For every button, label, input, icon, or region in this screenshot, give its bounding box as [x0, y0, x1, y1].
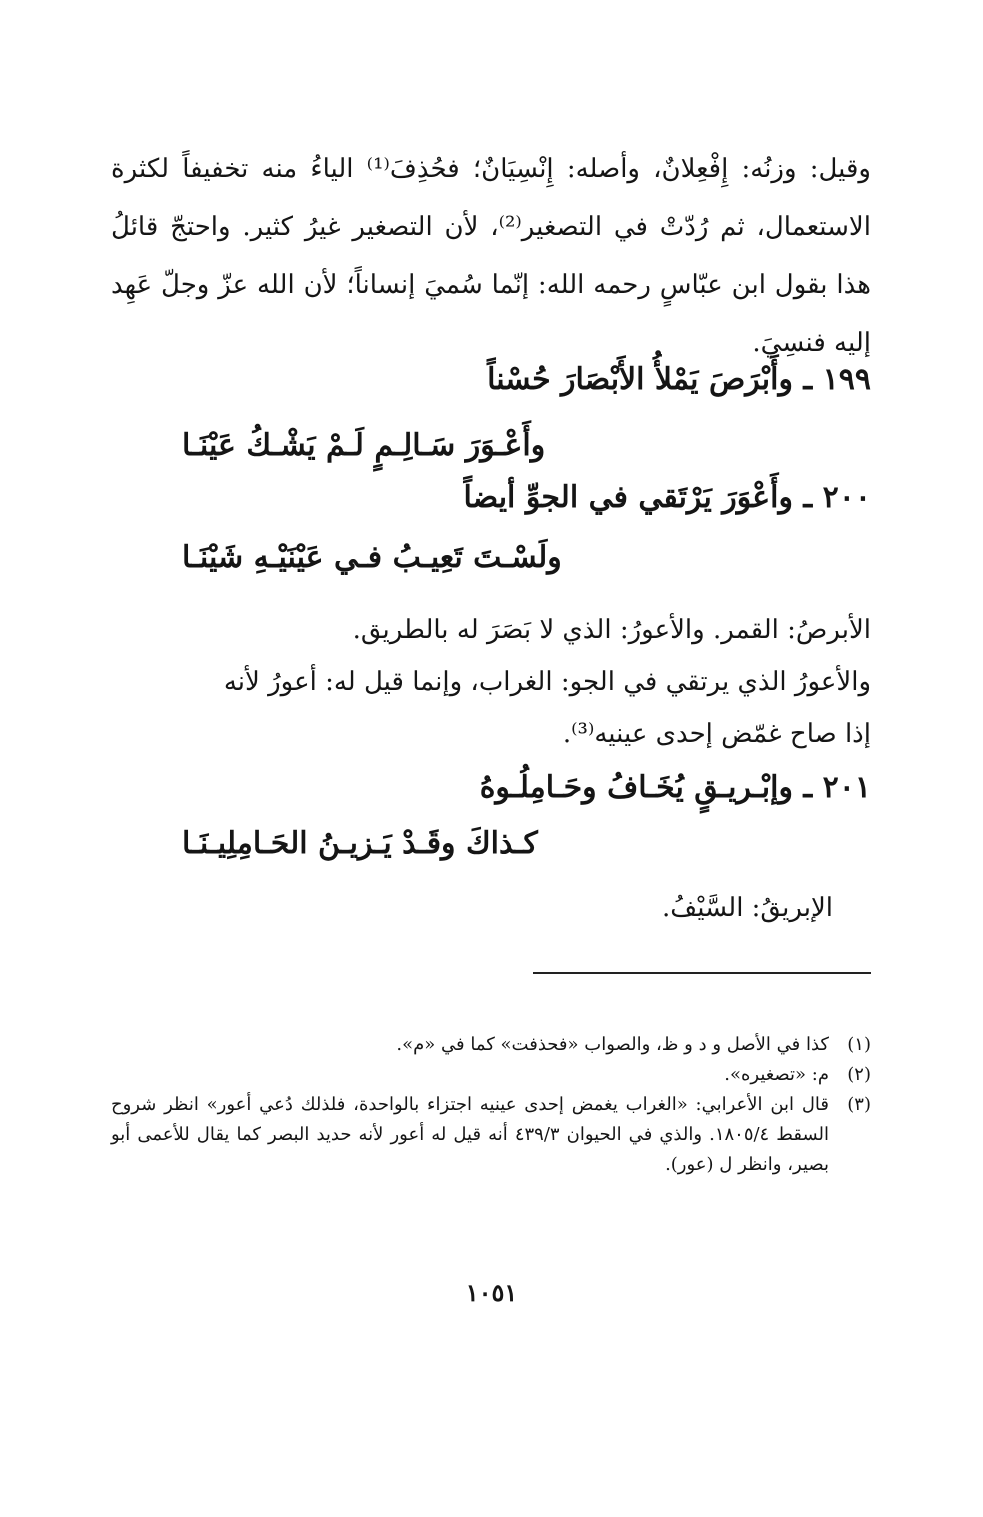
- main-paragraph: [111, 140, 871, 372]
- explanation-line-3: إذا صاح غمّض إحدى عينيه⁽³⁾.: [562, 719, 871, 749]
- explanation-ibriq: الإبريقُ: السَّيْفُ.: [662, 893, 833, 923]
- footnote-3: [111, 1090, 871, 1180]
- page-number: ١٠٥١: [465, 1278, 518, 1307]
- footnotes: [111, 1030, 871, 1180]
- paragraph-text: وقيل: وزنُه: إِفْعِلانٌ، وأصله: إِنْسِيَانٌ؛ فحُذِفَ⁽¹⁾ الياءُ منه تخفيفاً لكثرة الاستعمال، ثم رُدّتْ في التصغير⁽²⁾، لأن التصغير غيرُ كثير. واحتجّ قائلُ هذا بقول ابن عبّاسٍ رحمه الله: إنّما سُميَ إنساناً؛ لأن الله عزّ وجلّ عَهِد إليه فنسِيَ.: [111, 154, 871, 358]
- explanation-line-2: والأعورُ الذي يرتقي في الجو: الغراب، وإنما قيل له: أعورُ لأنه: [223, 667, 871, 697]
- footnote-number: (١): [847, 1034, 871, 1055]
- footnote-text: م: «تصغيره».: [724, 1064, 829, 1085]
- footnote-1: [111, 1030, 871, 1060]
- footnote-text: كذا في الأصل و د و ظ، والصواب «فحذفت» كما في «م».: [396, 1034, 829, 1055]
- verse-199-second-hemistich: وأَعْـوَرَ سَـالِـمٍ لَـمْ يَشْـكُ عَيْنَـا: [182, 428, 546, 463]
- footnote-text: قال ابن الأعرابي: «الغراب يغمض إحدى عينيه اجتزاء بالواحدة، فلذلك دُعي أعور» انظر شروح السقط ١٨٠٥/٤. والذي في الحيوان ٤٣٩/٣ أنه قيل له أعور لأنه حديد البصر كما يقال للأعمى أبو بصير، وانظر ل (عور).: [111, 1094, 829, 1175]
- verse-201-first-hemistich: ٢٠١ ـ وإبْـريـقٍ يُخَـافُ وحَـامِلُـوهُ: [479, 770, 871, 805]
- verse-201-second-hemistich: كـذاكَ وقَـدْ يَـزيـنُ الحَـامِلِيـنَـا: [182, 826, 538, 861]
- verse-200-first-hemistich: ٢٠٠ ـ وأَعْوَرَ يَرْتَقي في الجوِّ أيضاً: [463, 480, 871, 515]
- explanation-line-1: الأبرصُ: القمر. والأعورُ: الذي لا بَصَرَ له بالطريق.: [352, 615, 871, 645]
- verse-200-second-hemistich: ولَسْـتَ تَعِيـبُ فـي عَيْنَيْـهِ شَيْنَـا: [182, 540, 562, 575]
- footnote-number: (٣): [847, 1094, 871, 1115]
- footnote-2: [111, 1060, 871, 1090]
- footnote-number: (٢): [847, 1064, 871, 1085]
- verse-199-first-hemistich: ١٩٩ ـ وأَبْرَصَ يَمْلأُ الأَبْصَارَ حُسْناً: [487, 362, 871, 397]
- footnote-separator: [533, 972, 871, 974]
